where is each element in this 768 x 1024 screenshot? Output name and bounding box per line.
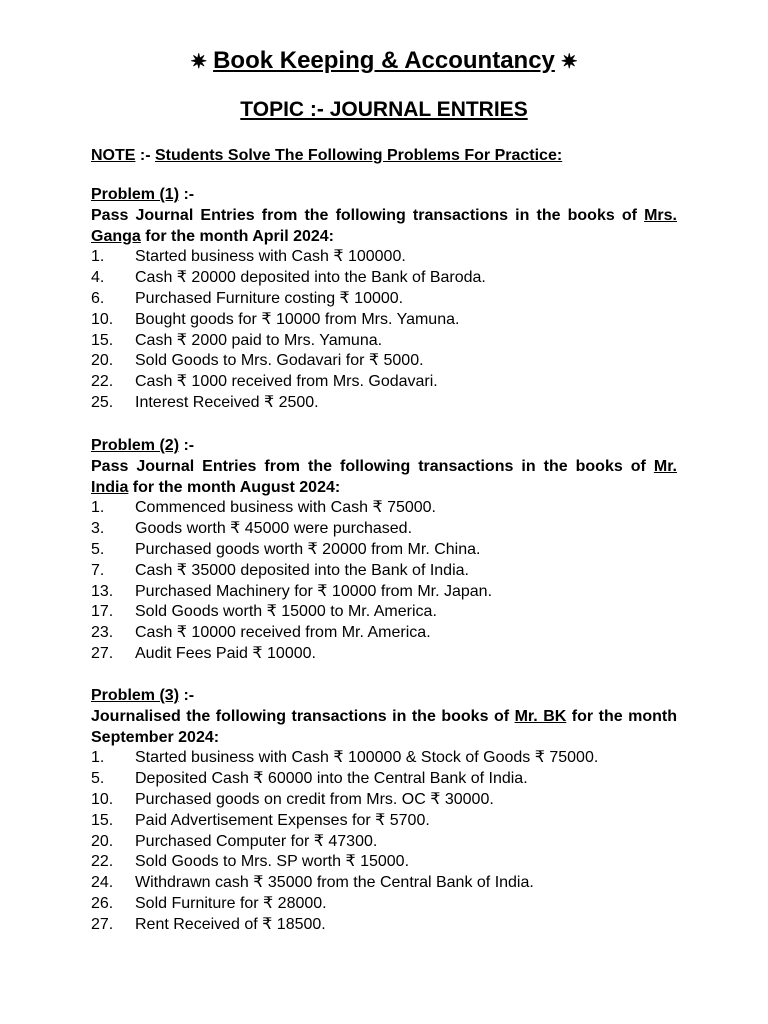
problem-2 bbox=[91, 436, 677, 665]
note-text: Students Solve The Following Problems For Practice: bbox=[155, 147, 563, 164]
list-item: 27. Rent Received of ₹ 18500. bbox=[91, 915, 326, 933]
problem-description: Pass Journal Entries from the following transactions in the books of Mrs. Ganga for the month April 2024: bbox=[91, 206, 677, 245]
list-item: 1. Started business with Cash ₹ 100000 & Stock of Goods ₹ 75000. bbox=[91, 749, 599, 767]
list-item: 22. Sold Goods to Mrs. SP worth ₹ 15000. bbox=[91, 853, 410, 871]
book-owner-name: Mrs. Ganga bbox=[91, 206, 677, 245]
list-item: 3. Goods worth ₹ 45000 were purchased. bbox=[91, 520, 413, 538]
star-icon: ✷ bbox=[190, 51, 208, 73]
list-item: 13. Purchased Machinery for ₹ 10000 from Mr. Japan. bbox=[91, 582, 493, 600]
list-item: 20. Sold Goods to Mrs. Godavari for ₹ 5000. bbox=[91, 352, 424, 370]
problem-description: Pass Journal Entries from the following transactions in the books of Mr. India for the month August 2024: bbox=[91, 457, 677, 496]
list-item: 4. Cash ₹ 20000 deposited into the Bank of Baroda. bbox=[91, 269, 486, 287]
book-owner-name: Mr. BK bbox=[514, 707, 567, 725]
list-item: 10. Purchased goods on credit from Mrs. OC ₹ 30000. bbox=[91, 790, 494, 808]
note-label: NOTE bbox=[91, 147, 136, 164]
star-icon: ✷ bbox=[560, 51, 578, 73]
entry-list bbox=[91, 748, 677, 935]
topic-text: TOPIC :- JOURNAL ENTRIES bbox=[240, 98, 528, 121]
list-item: 7. Cash ₹ 35000 deposited into the Bank of India. bbox=[91, 561, 469, 579]
list-item: 5. Purchased goods worth ₹ 20000 from Mr. China. bbox=[91, 540, 481, 558]
topic-heading bbox=[91, 95, 677, 125]
note-separator: :- bbox=[135, 147, 155, 164]
list-item: 1. Started business with Cash ₹ 100000. bbox=[91, 248, 406, 266]
list-item: 10. Bought goods for ₹ 10000 from Mrs. Yamuna. bbox=[91, 310, 460, 328]
problem-description: Journalised the following transactions in the books of Mr. BK for the month September 2024: bbox=[91, 707, 678, 746]
problem-1 bbox=[91, 185, 677, 414]
note-line bbox=[91, 145, 562, 166]
document-title bbox=[91, 44, 677, 79]
list-item: 15. Paid Advertisement Expenses for ₹ 5700. bbox=[91, 811, 430, 829]
list-item: 15. Cash ₹ 2000 paid to Mrs. Yamuna. bbox=[91, 331, 383, 349]
title-text: Book Keeping & Accountancy bbox=[213, 47, 555, 74]
book-owner-name: Mr. India bbox=[91, 457, 677, 496]
list-item: 20. Purchased Computer for ₹ 47300. bbox=[91, 832, 378, 850]
list-item: 1. Commenced business with Cash ₹ 75000. bbox=[91, 499, 436, 517]
list-item: 25. Interest Received ₹ 2500. bbox=[91, 393, 319, 411]
list-item: 5. Deposited Cash ₹ 60000 into the Central Bank of India. bbox=[91, 770, 528, 788]
list-item: 22. Cash ₹ 1000 received from Mrs. Godavari. bbox=[91, 373, 438, 391]
entry-list bbox=[91, 498, 677, 664]
problem-heading: Problem (1) :- bbox=[91, 186, 195, 203]
problem-3 bbox=[91, 686, 677, 936]
list-item: 27. Audit Fees Paid ₹ 10000. bbox=[91, 644, 316, 662]
list-item: 23. Cash ₹ 10000 received from Mr. America. bbox=[91, 624, 431, 642]
problem-heading: Problem (3) :- bbox=[91, 687, 195, 704]
list-item: 26. Sold Furniture for ₹ 28000. bbox=[91, 894, 327, 912]
problem-heading: Problem (2) :- bbox=[91, 437, 195, 454]
entry-list bbox=[91, 247, 677, 413]
list-item: 24. Withdrawn cash ₹ 35000 from the Central Bank of India. bbox=[91, 874, 534, 892]
list-item: 6. Purchased Furniture costing ₹ 10000. bbox=[91, 289, 404, 307]
list-item: 17. Sold Goods worth ₹ 15000 to Mr. America. bbox=[91, 603, 437, 621]
